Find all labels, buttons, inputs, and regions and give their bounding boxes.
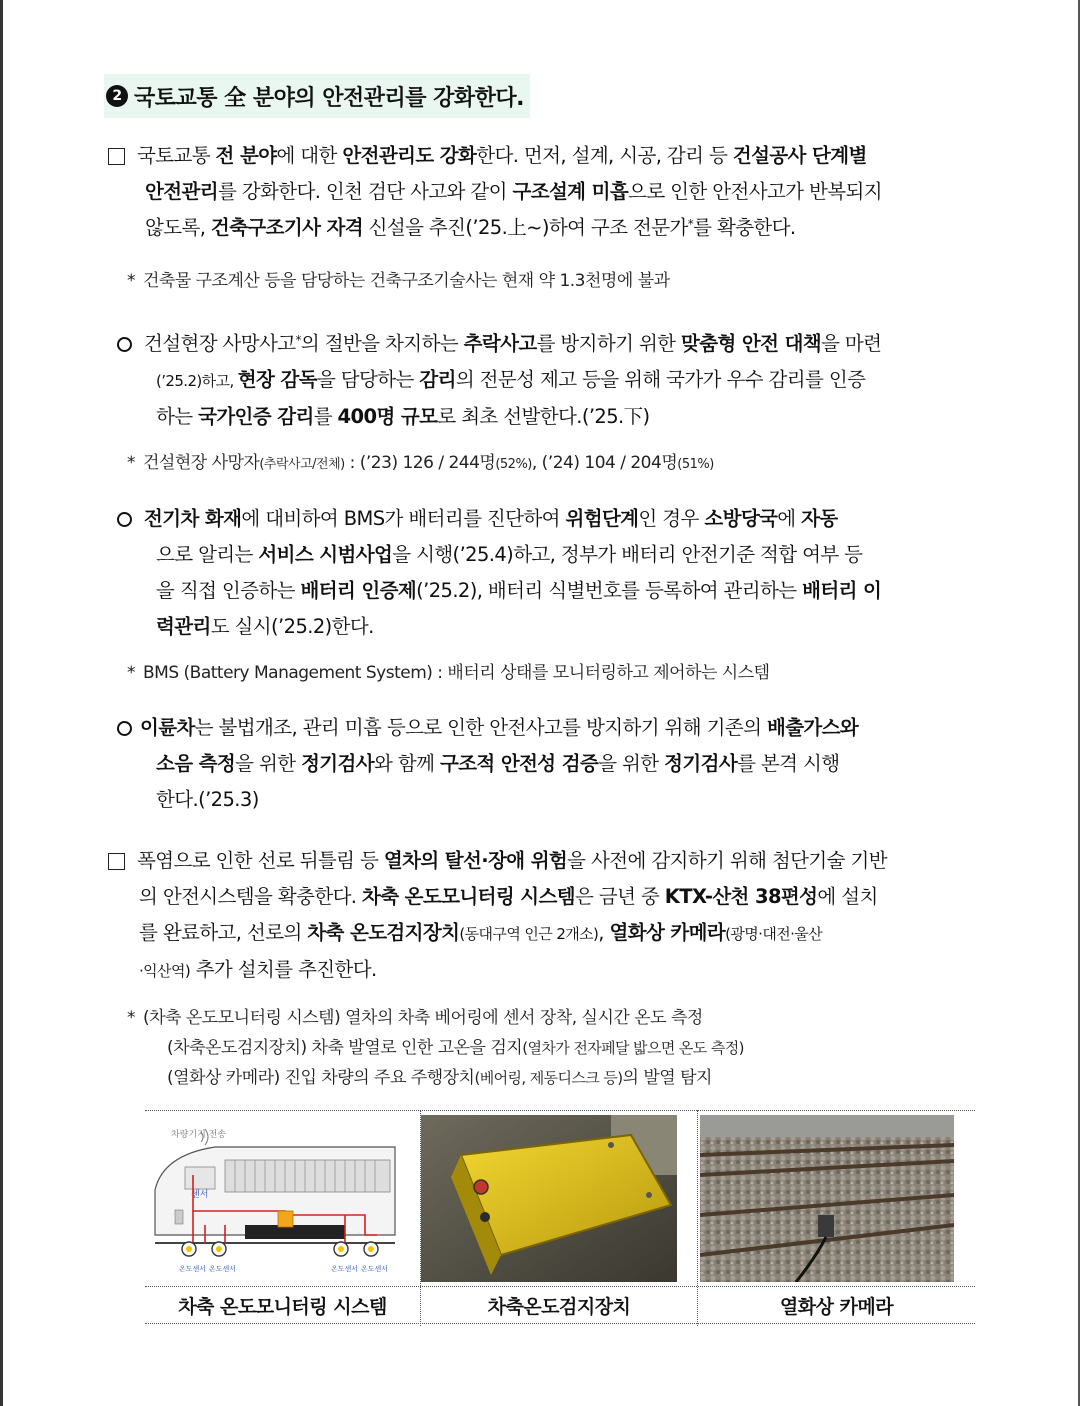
paragraph-2 (137, 843, 985, 989)
bullet-1-line-3: 하는 국가인증 감리를 400명 규모로 최초 선발한다.(’25.下) (156, 405, 650, 428)
footnote-1: * 건축물 구조계산 등을 담당하는 건축구조기술사는 현재 약 1.3천명에 불과 (127, 271, 670, 291)
paragraph-2-line-2: 의 안전시스템을 확충한다. 차축 온도모니터링 시스템은 금년 중 KTX-산천 38편성에 설치 (139, 885, 878, 908)
circle-bullet-icon (117, 721, 132, 736)
train-diagram-svg (145, 1115, 417, 1282)
circled-number: 2 (106, 85, 128, 107)
circle-bullet-icon (117, 337, 132, 352)
paragraph-1 (137, 138, 982, 246)
page-edge-left (0, 0, 3, 1406)
bullet-2 (144, 501, 984, 645)
paragraph-1-line-1: 국토교통 전 분야에 대한 안전관리도 강화한다. 먼저, 설계, 시공, 감리 등 건설공사 단계별 (137, 144, 867, 167)
square-bullet-icon (108, 853, 125, 870)
paragraph-2-line-1: 폭염으로 인한 선로 뒤틀림 등 열차의 탈선·장애 위험을 사전에 감지하기 위해 첨단기술 기반 (137, 849, 887, 872)
paragraph-1-line-2: 안전관리를 강화한다. 인천 검단 사고와 같이 구조설계 미흡으로 인한 안전사고가 반복되지 (145, 180, 882, 203)
bullet-3-line-2: 소음 측정을 위한 정기검사와 함께 구조적 안전성 검증을 위한 정기검사를 본격 시행 (156, 752, 840, 775)
footnote-4-line-3: (열화상 카메라) 진입 차량의 주요 주행장치(베어링, 제동디스크 등)의 발열 탐지 (167, 1068, 712, 1088)
train-sensor-diagram (145, 1115, 417, 1282)
square-bullet-icon (108, 148, 125, 165)
sensor-label-3: 온도센서 (331, 1265, 359, 1273)
table-border-top (145, 1110, 975, 1111)
thermal-camera-photo-svg (700, 1115, 954, 1282)
detector-photo-svg (421, 1115, 677, 1282)
bullet-1-line-2: (’25.2)하고, 현장 감독을 담당하는 감리의 전문성 제고 등을 위해 국가가 우수 감리를 인증 (156, 368, 866, 391)
circle-bullet-icon (117, 512, 132, 527)
paragraph-2-line-3: 를 완료하고, 선로의 차축 온도검지장치(동대구역 인근 2개소), 열화상 카메라(광명·대전·울산 (139, 921, 823, 944)
bullet-3-line-1: 이륜차는 불법개조, 관리 미흡 등으로 인한 안전사고를 방지하기 위해 기존의 배출가스와 (140, 716, 859, 739)
paragraph-1-line-3: 않도록, 건축구조기사 자격 신설을 추진(’25.上~)하여 구조 전문가*를 확충한다. (145, 216, 796, 239)
paragraph-2-line-4: ·익산역) 추가 설치를 추진한다. (139, 958, 377, 981)
bullet-1-line-1: 건설현장 사망사고*의 절반을 차지하는 추락사고를 방지하기 위한 맞춤형 안전 대책을 마련 (144, 332, 882, 355)
footnote-4-line-1: * (차축 온도모니터링 시스템) 열차의 차축 베어링에 센서 장착, 실시간 온도 측정 (127, 1008, 703, 1028)
figure-table (145, 1110, 975, 1326)
bullet-3 (140, 710, 985, 818)
caption-axle-detector: 차축온도검지장치 (487, 1295, 631, 1318)
bullet-2-line-1: 전기차 화재에 대비하여 BMS가 배터리를 진단하여 위험단계인 경우 소방당국에 자동 (144, 507, 838, 530)
footnote-4-line-2: (차축온도검지장치) 차축 발열로 인한 고온을 검지(열차가 전자페달 밟으면 온도 측정) (167, 1038, 744, 1058)
footnote-2: * 건설현장 사망자(추락사고/전체) : (’23) 126 / 244명(52%), (’24) 104 / 204명(51%) (127, 453, 714, 473)
table-border-bottom (145, 1323, 975, 1324)
bullet-2-line-3: 을 직접 인증하는 배터리 인증제(’25.2), 배터리 식별번호를 등록하여 관리하는 배터리 이 (156, 579, 882, 602)
bullet-3-line-3: 한다.(’25.3) (156, 788, 259, 811)
caption-thermal-camera: 열화상 카메라 (779, 1295, 894, 1318)
bullet-2-line-4: 력관리도 실시(’25.2)한다. (156, 615, 374, 638)
section-heading (104, 74, 530, 118)
sensor-label-1: 온도센서 (179, 1265, 207, 1273)
thermal-camera-photo (700, 1115, 954, 1282)
diagram-top-label: 차량기지 전송 (171, 1130, 227, 1140)
footnote-3: * BMS (Battery Management System) : 배터리 상태를 모니터링하고 제어하는 시스템 (127, 663, 770, 683)
caption-monitoring-system: 차축 온도모니터링 시스템 (178, 1295, 387, 1318)
sensor-label-4: 온도센서 (361, 1265, 389, 1273)
bullet-1 (144, 326, 984, 435)
heading-text: 국토교통 全 분야의 안전관리를 강화한다. (134, 85, 525, 111)
sensor-label-2: 온도센서 (209, 1265, 237, 1273)
footnote-4 (127, 1003, 744, 1093)
bullet-2-line-2: 으로 알리는 서비스 시범사업을 시행(’25.4)하고, 정부가 배터리 안전기준 적합 여부 등 (156, 543, 863, 566)
sensor-label: 센서 (191, 1190, 209, 1200)
axle-temperature-detector-photo (421, 1115, 677, 1282)
